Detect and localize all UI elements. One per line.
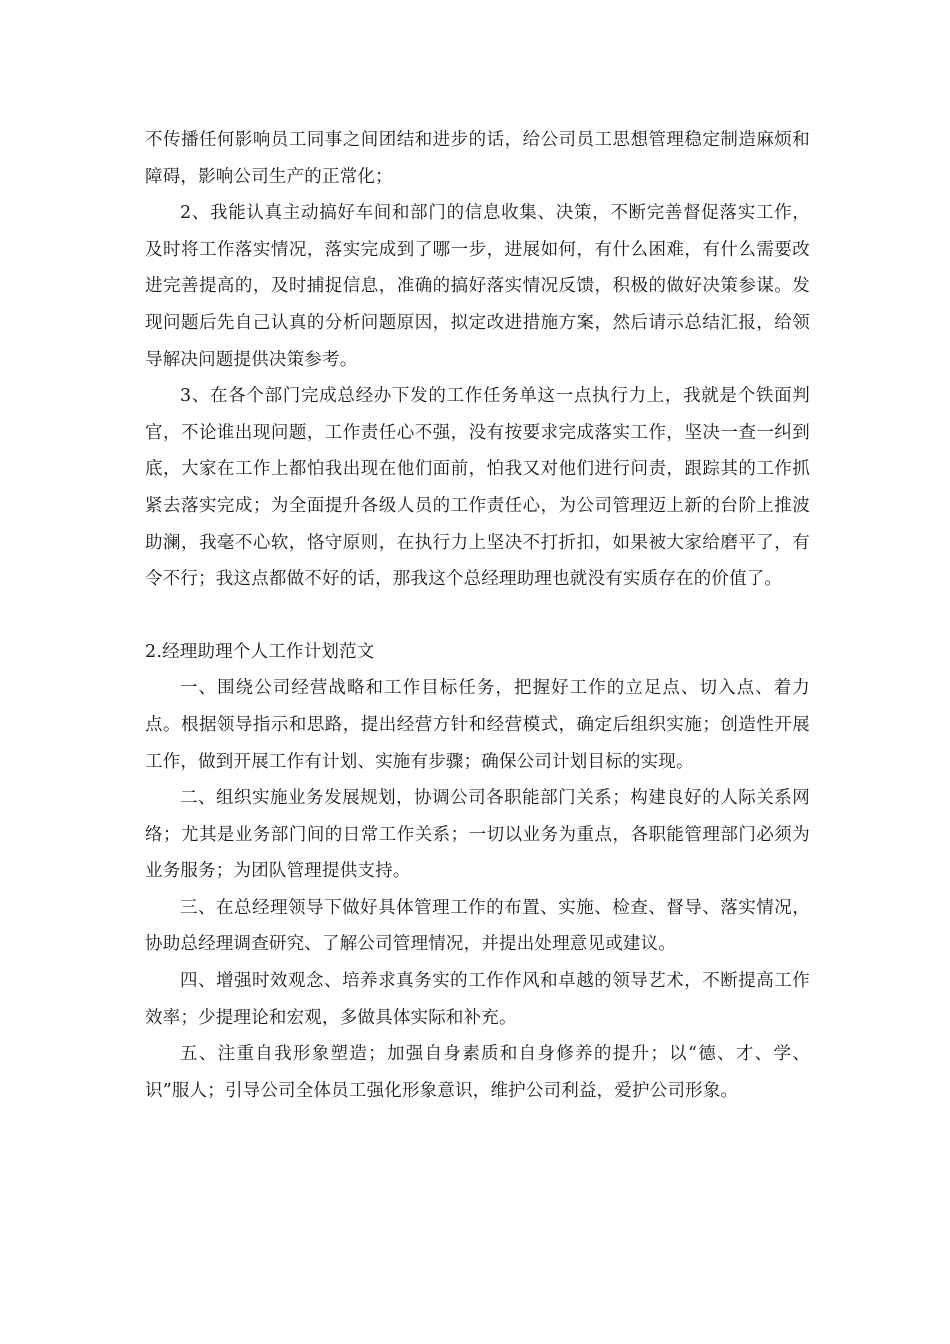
plan-item-3: 三、在总经理领导下做好具体管理工作的布置、实施、检查、督导、落实情况，协助总经理调查研究、了解公司管理情况，并提出处理意见或建议。	[145, 897, 810, 955]
paragraph-continued: 不传播任何影响员工同事之间团结和进步的话，给公司员工思想管理稳定制造麻烦和障碍，影响公司生产的正常化；	[145, 130, 810, 187]
plan-item-4: 四、增强时效观念、培养求真务实的工作作风和卓越的领导艺术，不断提高工作效率；少提理论和宏观，多做具体实际和补充。	[145, 971, 810, 1028]
plan-item-2: 二、组织实施业务发展规划，协调公司各职能部门关系；构建良好的人际关系网络；尤其是业务部门间的日常工作关系；一切以业务为重点，各职能管理部门必须为业务服务；为团队管理提供支持。	[145, 788, 810, 882]
paragraph-item-2: 2、我能认真主动搞好车间和部门的信息收集、决策，不断完善督促落实工作，及时将工作落实情况，落实完成到了哪一步，进展如何，有什么困难，有什么需要改进完善提高的，及时捕捉信息，准确的搞好落实情况反馈，积极的做好决策参谋。发现问题后先自己认真的分析问题原因，拟定改进措施方案，然后请示总结汇报，给领导解决问题提供决策参考。	[145, 203, 810, 370]
document-body	[145, 122, 810, 1109]
plan-item-1: 一、围绕公司经营战略和工作目标任务，把握好工作的立足点、切入点、着力点。根据领导指示和思路，提出经营方针和经营模式，确定后组织实施；创造性开展工作，做到开展工作有计划、实施有步骤；确保公司计划目标的实现。	[145, 678, 810, 772]
section-heading: 2.经理助理个人工作计划范文	[145, 641, 375, 662]
plan-item-5: 五、注重自我形象塑造；加强自身素质和自身修养的提升；以“德、才、学、识”服人；引导公司全体员工强化形象意识，维护公司利益，爱护公司形象。	[145, 1044, 810, 1101]
paragraph-item-3: 3、在各个部门完成总经办下发的工作任务单这一点执行力上，我就是个铁面判官，不论谁出现问题，工作责任心不强，没有按要求完成落实工作，坚决一查一纠到底，大家在工作上都怕我出现在他们面前，怕我又对他们进行问责，跟踪其的工作抓紧去落实完成；为全面提升各级人员的工作责任心，为公司管理迈上新的台阶上推波助澜，我毫不心软，恪守原则，在执行力上坚决不打折扣，如果被大家给磨平了，有令不行；我这点都做不好的话，那我这个总经理助理也就没有实质存在的价值了。	[145, 386, 810, 590]
